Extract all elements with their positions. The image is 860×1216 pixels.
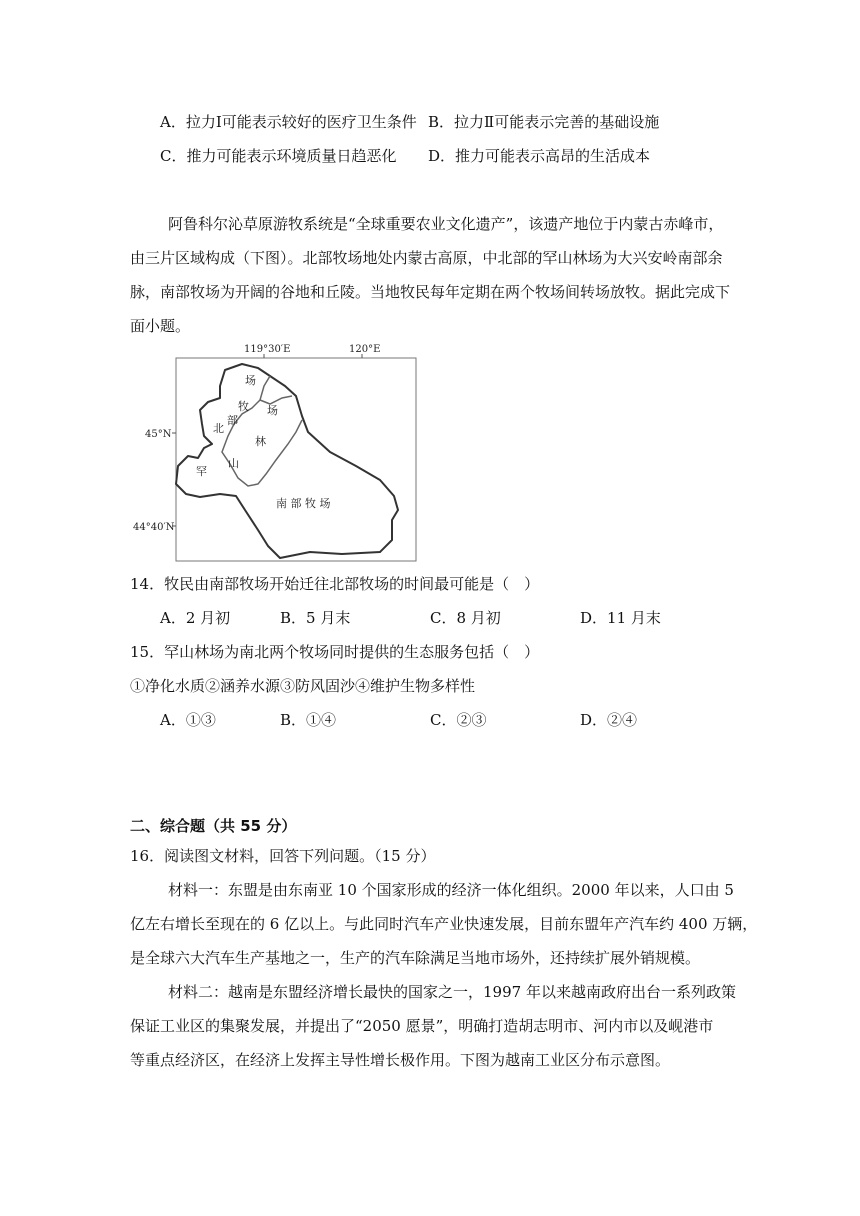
passage-line-4: 面小题。 [130, 317, 191, 335]
material-2-line-1: 材料二：越南是东盟经济增长最快的国家之一，1997 年以来越南政府出台一系列政策 [168, 983, 736, 1001]
passage-line-2: 由三片区域构成（下图）。北部牧场地处内蒙古高原，中北部的罕山林场为大兴安岭南部余 [130, 249, 723, 267]
material-1-line-2: 亿左右增长至现在的 6 亿以上。与此同时汽车产业快速发展，目前东盟年产汽车约 400 万辆， [130, 915, 758, 933]
lon-label-1: 119°30′E [244, 344, 291, 355]
q14-option-d: D．11 月末 [580, 609, 661, 627]
material-1-line-1: 材料一：东盟是由东南亚 10 个国家形成的经济一体化组织。2000 年以来，人口由 5 [168, 881, 734, 899]
material-1-line-3: 是全球六大汽车生产基地之一，生产的汽车除满足当地市场外，还持续扩展外销规模。 [130, 949, 701, 967]
section-2-heading: 二、综合题（共 55 分） [130, 817, 297, 835]
q15-option-c: C．②③ [430, 711, 487, 729]
passage-line-3: 脉，南部牧场为开阔的谷地和丘陵。当地牧民每年定期在两个牧场间转场放牧。据此完成下 [130, 283, 731, 301]
q14-option-a: A．2 月初 [160, 609, 231, 627]
q13-option-c: C．推力可能表示环境质量日趋恶化 [160, 147, 397, 165]
north-pasture-char-1: 北 [213, 422, 224, 435]
north-pasture-char-2: 部 [227, 414, 238, 427]
q15-items: ①净化水质②涵养水源③防风固沙④维护生物多样性 [130, 677, 476, 695]
lat-label-2: 44°40′N [133, 522, 175, 533]
region-map [130, 340, 430, 562]
heritage-boundary [176, 364, 398, 558]
q15-option-b: B．①④ [280, 711, 337, 729]
lat-label-1: 45°N [145, 429, 172, 440]
q13-option-b: B．拉力Ⅱ可能表示完善的基础设施 [428, 113, 660, 131]
q15-option-a: A．①③ [160, 711, 216, 729]
forest-char-4: 场 [267, 404, 278, 417]
north-pasture-char-4: 场 [245, 374, 256, 387]
forest-char-3: 林 [255, 435, 266, 448]
q14-stem: 14．牧民由南部牧场开始迁往北部牧场的时间最可能是（ ） [130, 575, 540, 593]
q13-option-d: D．推力可能表示高昂的生活成本 [428, 147, 651, 165]
q14-option-b: B．5 月末 [280, 609, 351, 627]
q14-option-c: C．8 月初 [430, 609, 501, 627]
passage-line-1: 阿鲁科尔沁草原游牧系统是“全球重要农业文化遗产”，该遗产地位于内蒙古赤峰市， [168, 215, 724, 233]
material-2-line-2: 保证工业区的集聚发展，并提出了“2050 愿景”，明确打造胡志明市、河内市以及岘港市 [130, 1017, 714, 1035]
q16-stem: 16．阅读图文材料，回答下列问题。（15 分） [130, 847, 436, 865]
lon-label-2: 120°E [349, 344, 381, 355]
q13-option-a: A．拉力Ⅰ可能表示较好的医疗卫生条件 [160, 113, 417, 131]
north-pasture-char-3: 牧 [238, 400, 249, 413]
map-frame [176, 358, 416, 561]
q15-option-d: D．②④ [580, 711, 638, 729]
forest-char-1: 罕 [196, 465, 207, 478]
material-2-line-3: 等重点经济区，在经济上发挥主导性增长极作用。下图为越南工业区分布示意图。 [130, 1051, 671, 1069]
q15-stem: 15．罕山林场为南北两个牧场同时提供的生态服务包括（ ） [130, 643, 540, 661]
south-pasture-label: 南 部 牧 场 [276, 497, 331, 510]
forest-char-2: 山 [228, 457, 239, 470]
